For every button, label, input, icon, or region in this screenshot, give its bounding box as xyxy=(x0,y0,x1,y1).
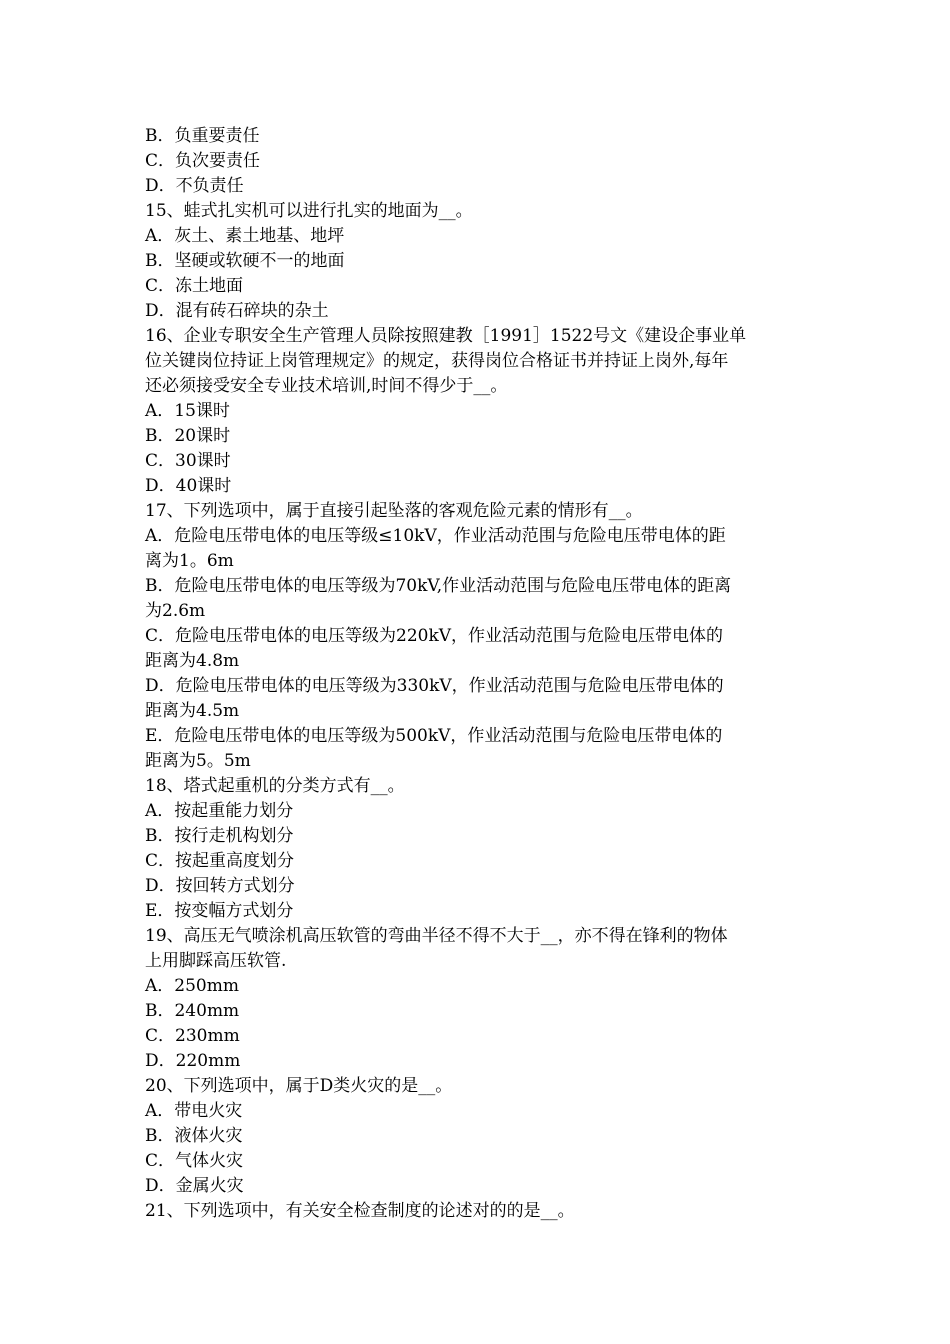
option-line: C．230mm xyxy=(145,1026,240,1046)
question-line: 18、塔式起重机的分类方式有__。 xyxy=(145,776,405,796)
option-line: C．负次要责任 xyxy=(145,151,261,171)
option-line: B．负重要责任 xyxy=(145,126,260,146)
option-line: B．按行走机构划分 xyxy=(145,826,294,846)
option-line: A．15课时 xyxy=(145,401,230,421)
option-line: 距离为4.8m xyxy=(145,651,240,671)
option-line: 为2.6m xyxy=(145,601,206,621)
option-line: D．不负责任 xyxy=(145,176,244,196)
option-line: D．混有砖石碎块的杂土 xyxy=(145,301,329,321)
option-line: A．250mm xyxy=(145,976,239,996)
option-line: B．20课时 xyxy=(145,426,231,446)
option-line: E．危险电压带电体的电压等级为500kV，作业活动范围与危险电压带电体的 xyxy=(145,726,723,746)
question-line: 15、蛙式扎实机可以进行扎实的地面为__。 xyxy=(145,201,473,221)
question-line: 还必须接受安全专业技术培训,时间不得少于__。 xyxy=(145,376,508,396)
option-line: A．灰土、素土地基、地坪 xyxy=(145,226,345,246)
question-line: 上用脚踩高压软管. xyxy=(145,951,287,971)
option-line: B．液体火灾 xyxy=(145,1126,243,1146)
option-line: C．气体火灾 xyxy=(145,1151,244,1171)
option-line: D．40课时 xyxy=(145,476,232,496)
option-line: 离为1。6m xyxy=(145,551,234,571)
option-line: C．按起重高度划分 xyxy=(145,851,295,871)
option-line: 距离为5。5m xyxy=(145,751,251,771)
option-line: A．按起重能力划分 xyxy=(145,801,294,821)
option-line: A．带电火灾 xyxy=(145,1101,243,1121)
option-line: C．冻土地面 xyxy=(145,276,244,296)
question-line: 21、下列选项中，有关安全检查制度的论述对的的是__。 xyxy=(145,1201,575,1221)
option-line: B．240mm xyxy=(145,1001,240,1021)
option-line: C．危险电压带电体的电压等级为220kV，作业活动范围与危险电压带电体的 xyxy=(145,626,724,646)
question-line: 20、下列选项中，属于D类火灾的是__。 xyxy=(145,1076,453,1096)
option-line: B．坚硬或软硬不一的地面 xyxy=(145,251,345,271)
option-line: B．危险电压带电体的电压等级为70kV,作业活动范围与危险电压带电体的距离 xyxy=(145,576,732,596)
option-line: A．危险电压带电体的电压等级≤10kV，作业活动范围与危险电压带电体的距 xyxy=(145,526,726,546)
option-line: E．按变幅方式划分 xyxy=(145,901,294,921)
option-line: D．220mm xyxy=(145,1051,241,1071)
option-line: C．30课时 xyxy=(145,451,231,471)
option-line: D．金属火灾 xyxy=(145,1176,244,1196)
question-line: 17、下列选项中，属于直接引起坠落的客观危险元素的情形有__。 xyxy=(145,501,643,521)
question-line: 16、企业专职安全生产管理人员除按照建教［1991］1522号文《建设企事业单 xyxy=(145,326,747,346)
option-line: D．危险电压带电体的电压等级为330kV，作业活动范围与危险电压带电体的 xyxy=(145,676,724,696)
question-line: 位关键岗位持证上岗管理规定》的规定，获得岗位合格证书并持证上岗外,每年 xyxy=(145,351,729,371)
document-page xyxy=(145,124,809,1224)
question-line: 19、高压无气喷涂机高压软管的弯曲半径不得不大于__，亦不得在锋利的物体 xyxy=(145,926,728,946)
option-line: D．按回转方式划分 xyxy=(145,876,295,896)
option-line: 距离为4.5m xyxy=(145,701,240,721)
